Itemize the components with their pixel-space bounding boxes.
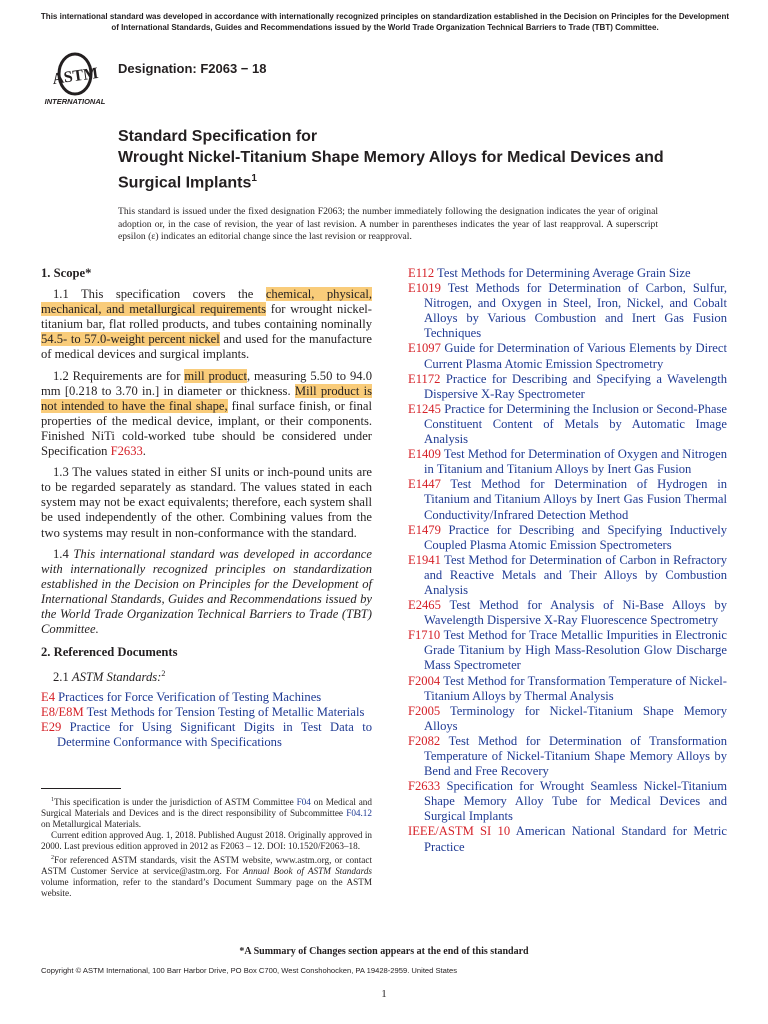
document-title bbox=[118, 126, 678, 193]
reference-item[interactable] bbox=[408, 447, 727, 477]
reference-code[interactable]: E8/E8M bbox=[41, 704, 84, 719]
title-line-2 bbox=[118, 147, 678, 193]
reference-item[interactable] bbox=[408, 281, 727, 341]
reference-item[interactable] bbox=[408, 704, 727, 734]
reference-item[interactable] bbox=[408, 598, 727, 628]
reference-code[interactable]: E1245 bbox=[408, 401, 441, 416]
footnotes bbox=[41, 795, 372, 899]
title-footnote-mark: 1 bbox=[251, 173, 257, 184]
reference-code[interactable]: E29 bbox=[41, 719, 62, 734]
reference-title[interactable]: Test Methods for Tension Testing of Metallic Materials bbox=[86, 704, 365, 719]
reference-title[interactable]: Test Method for Trace Metallic Impurities in Electronic Grade Titanium by High Mass-Resolution Glow Discharge Mass Spectrometer bbox=[424, 628, 728, 673]
reference-code[interactable]: E1097 bbox=[408, 341, 441, 356]
scope-para-1-2: 1.2 Requirements are for mill product, measuring 5.50 to 94.0 mm [0.218 to 3.70 in.] in diameter or thickness. Mill product is not intended to have the final shape, final surface finish, or final properties of the medical device, implant, or their components. Finished NiTi cold-worked tube should be considered under Specification F2633. bbox=[41, 368, 373, 459]
link-f04[interactable]: F04 bbox=[296, 797, 311, 808]
reference-code[interactable]: F2082 bbox=[408, 733, 441, 748]
reference-item[interactable] bbox=[408, 266, 727, 281]
footnote-2: $^2$For referenced ASTM standards, visit the ASTM website, www.astm.org, or contact ASTM Customer Service at service@astm.org. For Annual Book of ASTM Standards volume information, refer to the standard’s Document Summary page on the ASTM website. bbox=[41, 854, 372, 898]
reference-code[interactable]: IEEE/ASTM SI 10 bbox=[408, 824, 511, 839]
reference-code[interactable]: E1447 bbox=[408, 477, 441, 492]
reference-title[interactable]: Test Method for Determination of Hydrogen in Titanium and Titanium Alloys by Inert Gas Fusion Thermal Conductivity/Infrared Detection Method bbox=[424, 477, 727, 522]
page-number: 1 bbox=[381, 988, 387, 1000]
reference-title[interactable]: Practice for Using Significant Digits in Test Data to Determine Conformance with Specifications bbox=[57, 719, 372, 749]
reference-title[interactable]: Guide for Determination of Various Elements by Direct Current Plasma Atomic Emission Spectrometry bbox=[424, 341, 727, 371]
reference-item[interactable] bbox=[408, 734, 727, 779]
reference-item[interactable] bbox=[408, 402, 727, 447]
highlight: mill product bbox=[184, 368, 247, 383]
right-reference-list bbox=[408, 266, 727, 855]
reference-code[interactable]: E1172 bbox=[408, 371, 441, 386]
reference-code[interactable]: E1479 bbox=[408, 522, 441, 537]
title-line-1: Standard Specification for bbox=[118, 128, 318, 145]
reference-title[interactable]: Test Method for Analysis of Ni-Base Alloys by Wavelength Dispersive X-Ray Fluorescence Spectrometry bbox=[424, 598, 727, 628]
reference-item[interactable] bbox=[41, 690, 372, 705]
footnote-1: $^1$This specification is under the jurisdiction of ASTM Committee F04 on Medical and Surgical Materials and Devices and is the direct responsibility of Subcommittee F04.12 on Metallurgical Materials. bbox=[41, 797, 372, 830]
link-f04-12[interactable]: F04.12 bbox=[346, 808, 372, 819]
reference-code[interactable]: E112 bbox=[408, 266, 435, 280]
reference-title[interactable]: Test Method for Transformation Temperature of Nickel-Titanium Alloys by Thermal Analysis bbox=[424, 673, 727, 703]
reference-item[interactable] bbox=[408, 341, 727, 371]
reference-code[interactable]: E1019 bbox=[408, 281, 441, 296]
scope-heading: 1. Scope* bbox=[41, 266, 92, 280]
reference-item[interactable] bbox=[41, 720, 372, 750]
left-column bbox=[41, 266, 372, 750]
reference-title[interactable]: Practice for Determining the Inclusion or Second-Phase Constituent Content of Metals by Automatic Image Analysis bbox=[424, 401, 727, 447]
right-column bbox=[408, 266, 727, 855]
highlight: Mill product is not intended to have the final shape, bbox=[41, 383, 372, 413]
reference-item[interactable] bbox=[408, 372, 727, 402]
issue-note: This standard is issued under the fixed designation F2063; the number immediately following the designation indicates the year of original adoption or, in the case of revision, the year of last revision. A number in parentheses indicates the year of last reapproval. A superscript epsilon (ε) indicates an editorial change since the last revision or reapproval. bbox=[118, 206, 658, 242]
top-notice: This international standard was developed in accordance with internationally recognized principles on standardization established in the Decision on Principles for the Development of International Standards, Guides and Recommendations issued by the World Trade Organization Technical Barriers to Trade (TBT) Committee. bbox=[40, 12, 730, 32]
reference-item[interactable] bbox=[408, 477, 727, 522]
reference-title[interactable]: American National Standard for Metric Practice bbox=[424, 824, 727, 854]
reference-title[interactable]: Practices for Force Verification of Testing Machines bbox=[58, 689, 322, 704]
scope-para-1-1: 1.1 This specification covers the chemical, physical, mechanical, and metallurgical requirements for wrought nickel-titanium bar, flat rolled products, and tubes containing nominally 54.5- to 57.0-weight percent nickel and used for the manufacture of medical devices and surgical implants. bbox=[41, 287, 372, 362]
scope-para-1-3: 1.3 The values stated in either SI units or inch-pound units are to be regarded separately as standard. The values stated in each system may not be exact equivalents; therefore, each system shall be used independently of the other. Combining values from the two systems may result in non-conformance with the standard. bbox=[41, 465, 372, 540]
footnote-1-edition: Current edition approved Aug. 1, 2018. Published August 2018. Originally approved in 2000. Last previous edition approved in 2012 as F2063 – 12. DOI: 10.1520/F2063–18. bbox=[41, 830, 372, 852]
reference-title[interactable]: Test Method for Determination of Transformation Temperature of Nickel-Titanium Shape Memory Alloys by Bend and Free Recovery bbox=[424, 733, 728, 779]
copyright: Copyright © ASTM International, 100 Barr Harbor Drive, PO Box C700, West Conshohocken, PA 19428-2959. United States bbox=[41, 966, 458, 975]
reference-item[interactable] bbox=[408, 824, 727, 854]
highlight: chemical, physical, mechanical, and metallurgical requirements bbox=[41, 287, 372, 317]
reference-item[interactable] bbox=[408, 674, 727, 704]
reference-title[interactable]: Test Method for Determination of Carbon in Refractory and Reactive Metals and Their Alloys by Combustion Analysis bbox=[424, 552, 728, 597]
reference-item[interactable] bbox=[408, 523, 727, 553]
summary-of-changes-note: *A Summary of Changes section appears at the end of this standard bbox=[239, 946, 529, 957]
reference-title[interactable]: Practice for Describing and Specifying a Wavelength Dispersive X-Ray Spectrometer bbox=[424, 371, 727, 401]
reference-code[interactable]: F2005 bbox=[408, 703, 441, 718]
referenced-documents-heading: 2. Referenced Documents bbox=[41, 645, 178, 660]
logo-subtext: INTERNATIONAL bbox=[44, 97, 106, 106]
reference-code[interactable]: F2004 bbox=[408, 673, 441, 688]
reference-title[interactable]: Test Methods for Determination of Carbon, Sulfur, Nitrogen, and Oxygen in Steel, Iron, Nickel, and Cobalt Alloys by Various Combustion and Inert Gas Fusion Techniques bbox=[424, 281, 728, 341]
reference-code[interactable]: E1941 bbox=[408, 552, 441, 567]
logo-lettering: ASTM bbox=[51, 64, 100, 89]
reference-title[interactable]: Practice for Describing and Specifying Inductively Coupled Plasma Atomic Emission Spectrometers bbox=[424, 522, 727, 552]
link-f2633[interactable]: F2633 bbox=[110, 444, 143, 459]
reference-code[interactable]: E4 bbox=[41, 689, 55, 704]
reference-item[interactable] bbox=[408, 779, 727, 824]
left-reference-list bbox=[41, 690, 372, 750]
reference-title[interactable]: Test Method for Determination of Oxygen and Nitrogen in Titanium and Titanium Alloys by Inert Gas Fusion bbox=[424, 447, 728, 477]
astm-logo bbox=[40, 52, 110, 106]
footnote-rule bbox=[41, 788, 121, 789]
reference-item[interactable] bbox=[408, 553, 727, 598]
astm-standards-subheading: 2.1 ASTM Standards:$^2$ bbox=[53, 669, 166, 685]
reference-item[interactable] bbox=[408, 628, 727, 673]
designation: Designation: F2063 − 18 bbox=[118, 61, 267, 76]
scope-para-1-4: 1.4 This international standard was developed in accordance with internationally recognized principles on standardization established in the Decision on Principles for the Development of International Standards, Guides and Recommendations issued by the World Trade Organization Technical Barriers to Trade (TBT) Committee. bbox=[41, 546, 372, 637]
reference-title[interactable]: Terminology for Nickel-Titanium Shape Memory Alloys bbox=[424, 703, 728, 733]
reference-code[interactable]: E1409 bbox=[408, 447, 441, 462]
reference-code[interactable]: F1710 bbox=[408, 628, 441, 643]
reference-code[interactable]: F2633 bbox=[408, 779, 441, 794]
reference-code[interactable]: E2465 bbox=[408, 598, 441, 613]
highlight: 54.5- to 57.0-weight percent nickel bbox=[41, 332, 220, 347]
reference-item[interactable] bbox=[41, 705, 372, 720]
reference-title[interactable]: Test Methods for Determining Average Grain Size bbox=[437, 266, 691, 280]
reference-title[interactable]: Specification for Wrought Seamless Nickel-Titanium Shape Memory Alloy Tube for Medical Devices and Surgical Implants bbox=[424, 779, 727, 824]
title-main: Wrought Nickel-Titanium Shape Memory Alloys for Medical Devices and Surgical Implants bbox=[118, 149, 664, 192]
